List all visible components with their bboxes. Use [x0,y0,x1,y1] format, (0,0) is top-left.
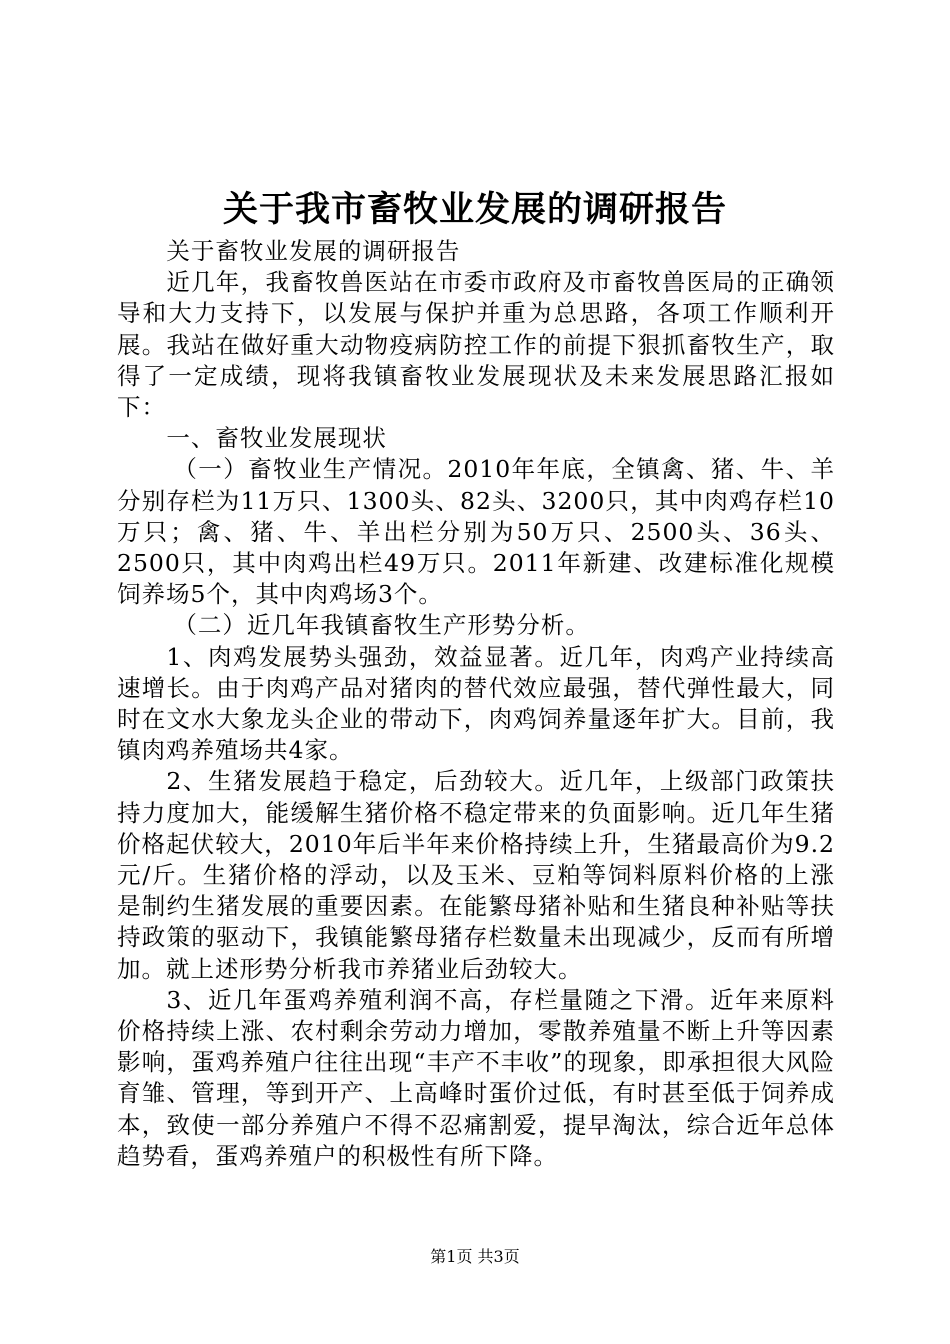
page-footer: 第1页 共3页 [430,1247,520,1266]
paragraph-analysis-heading: （二）近几年我镇畜牧生产形势分析。 [173,611,590,640]
paragraph-production: （一）畜牧业生产情况。2010年年底，全镇禽、猪、牛、羊分别存栏为11万只、1300头、82头、3200只，其中肉鸡存栏10万只；禽、猪、牛、羊出栏分别为50万只、2500头、36头、2500只，其中肉鸡出栏49万只。2011年新建、改建标准化规模饲养场5个，其中肉鸡场3个。 [117,455,835,609]
paragraph-layer: 3、近几年蛋鸡养殖利润不高，存栏量随之下滑。近年来原料价格持续上涨、农村剩余劳动力增加，零散养殖量不断上升等因素影响，蛋鸡养殖户往往出现“丰产不丰收”的现象，即承担很大风险育雏、管理，等到开产、上高峰时蛋价过低，有时甚至低于饲养成本，致使一部分养殖户不得不忍痛割爱，提早淘汰，综合近年总体趋势看，蛋鸡养殖户的积极性有所下降。 [117,985,835,1170]
section-heading: 一、畜牧业发展现状 [166,424,387,453]
paragraph-broiler: 1、肉鸡发展势头强劲，效益显著。近几年，肉鸡产业持续高速增长。由于肉鸡产品对猪肉的替代效应最强，替代弹性最大，同时在文水大象龙头企业的带动下，肉鸡饲养量逐年扩大。目前，我镇肉鸡养殖场共4家。 [117,642,835,765]
paragraph-intro: 近几年，我畜牧兽医站在市委市政府及市畜牧兽医局的正确领导和大力支持下，以发展与保护并重为总思路，各项工作顺利开展。我站在做好重大动物疫病防控工作的前提下狠抓畜牧生产，取得了一定成绩，现将我镇畜牧业发展现状及未来发展思路汇报如下： [117,268,835,422]
paragraph-pig: 2、生猪发展趋于稳定，后劲较大。近几年，上级部门政策扶持力度加大，能缓解生猪价格不稳定带来的负面影响。近几年生猪价格起伏较大，2010年后半年来价格持续上升，生猪最高价为9.2元/斤。生猪价格的浮动，以及玉米、豆粕等饲料原料价格的上涨是制约生猪发展的重要因素。在能繁母猪补贴和生猪良种补贴等扶持政策的驱动下，我镇能繁母猪存栏数量未出现减少，反而有所增加。就上述形势分析我市养猪业后劲较大。 [117,767,835,983]
document-title: 关于我市畜牧业发展的调研报告 [222,189,727,230]
document-body [117,236,835,1172]
paragraph-subtitle: 关于畜牧业发展的调研报告 [166,237,461,265]
